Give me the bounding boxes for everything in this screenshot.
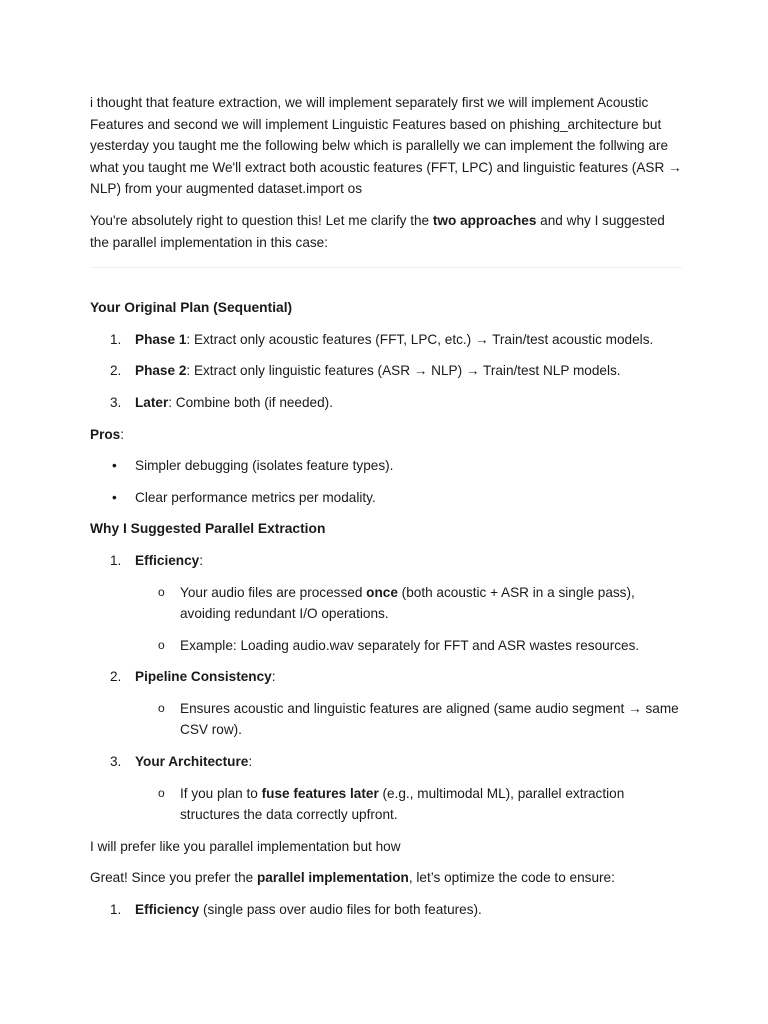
answer-bold-two-approaches: two approaches bbox=[432, 212, 537, 228]
pros-label-paragraph bbox=[90, 424, 682, 446]
list-number: 2. bbox=[110, 363, 122, 379]
list-item-colon: : bbox=[271, 669, 276, 685]
followup-text-prefix: Great! Since you prefer the bbox=[90, 870, 257, 886]
circle-bullet-icon: o bbox=[158, 700, 165, 715]
heading-parallel-extraction: Why I Suggested Parallel Extraction bbox=[90, 521, 326, 537]
list-item-bold: Phase 1 bbox=[135, 331, 187, 347]
sub-list bbox=[135, 698, 682, 741]
answer-text-suffix: and why I suggested the parallel implementation in this case: bbox=[90, 212, 665, 250]
list-item-text: : Combine both (if needed). bbox=[168, 394, 333, 410]
list-item-text: : Extract only acoustic features (FFT, LPC, etc.) → Train/test acoustic models. bbox=[186, 331, 654, 347]
sub-item-prefix: Example: Loading audio.wav separately for FFT and ASR wastes resources. bbox=[180, 637, 640, 653]
sub-list bbox=[135, 582, 682, 657]
sub-item-bold: fuse features later bbox=[261, 785, 379, 801]
list-item-bold: Efficiency bbox=[135, 902, 200, 918]
list-number: 3. bbox=[110, 394, 122, 410]
list-number: 1. bbox=[110, 902, 122, 918]
followup-bold-parallel: parallel implementation bbox=[257, 870, 409, 886]
list-number: 1. bbox=[110, 331, 122, 347]
list-item-bold: Later bbox=[135, 394, 169, 410]
sub-item-bold: once bbox=[366, 584, 398, 600]
list-item-text: Simpler debugging (isolates feature types). bbox=[135, 458, 394, 474]
user-question-paragraph: i thought that feature extraction, we will implement separately first we will implement Acoustic Features and second we will implement Linguistic Features based on phishing_architecture but yesterday you taught me the following belw which is parallelly we can implement the follwing are what you taught me We'll extract both acoustic features (FFT, LPC) and linguistic features (ASR → NLP) from your augmented dataset.import os bbox=[90, 95, 682, 197]
list-item-colon: : bbox=[199, 552, 203, 568]
list-number: 1. bbox=[110, 552, 122, 568]
list-item bbox=[90, 392, 682, 414]
sub-list-item bbox=[90, 783, 682, 826]
sub-list-item bbox=[90, 582, 682, 625]
original-plan-list bbox=[90, 329, 682, 414]
sub-item-suffix: (both acoustic + ASR in a single pass), avoiding redundant I/O operations. bbox=[180, 584, 635, 622]
user-followup-paragraph: I will prefer like you parallel implementation but how bbox=[90, 838, 401, 854]
answer-text-prefix: You're absolutely right to question this! Let me clarify the bbox=[90, 212, 433, 228]
chat-transcript bbox=[90, 92, 682, 931]
list-number: 3. bbox=[110, 754, 122, 770]
list-item bbox=[90, 666, 682, 741]
list-item bbox=[90, 550, 682, 656]
circle-bullet-icon: o bbox=[158, 584, 165, 599]
list-item bbox=[90, 899, 682, 921]
sub-list-item bbox=[90, 635, 682, 657]
list-number: 2. bbox=[110, 669, 122, 685]
circle-bullet-icon: o bbox=[158, 785, 165, 800]
list-item bbox=[90, 751, 682, 826]
list-item bbox=[90, 487, 682, 509]
assistant-followup-paragraph bbox=[90, 867, 682, 889]
bullet-icon: • bbox=[112, 458, 117, 474]
sub-item-prefix: If you plan to bbox=[180, 785, 262, 801]
sub-item-prefix: Your audio files are processed bbox=[180, 584, 367, 600]
bullet-icon: • bbox=[112, 489, 117, 505]
heading-original-plan: Your Original Plan (Sequential) bbox=[90, 300, 293, 316]
sub-list-item bbox=[90, 698, 682, 741]
circle-bullet-icon: o bbox=[158, 637, 165, 652]
list-item-text: (single pass over audio files for both features). bbox=[199, 902, 482, 918]
parallel-reasons-list bbox=[90, 550, 682, 826]
sub-item-suffix: (e.g., multimodal ML), parallel extraction structures the data correctly upfront. bbox=[180, 785, 625, 823]
list-item-text: Clear performance metrics per modality. bbox=[135, 489, 376, 505]
followup-text-suffix: , let’s optimize the code to ensure: bbox=[408, 870, 615, 886]
list-item bbox=[90, 329, 682, 351]
sub-list bbox=[135, 783, 682, 826]
pros-colon: : bbox=[120, 426, 125, 442]
pros-bullet-list bbox=[90, 455, 682, 508]
list-item-text: : Extract only linguistic features (ASR → NLP) → Train/test NLP models. bbox=[186, 363, 621, 379]
list-item-colon: : bbox=[248, 754, 253, 770]
sub-item-prefix: Ensures acoustic and linguistic features are aligned (same audio segment → same CSV row). bbox=[180, 700, 679, 738]
assistant-answer-paragraph bbox=[90, 210, 682, 253]
pros-label: Pros bbox=[90, 426, 121, 442]
horizontal-divider bbox=[90, 267, 682, 268]
list-item bbox=[90, 455, 682, 477]
list-item-bold: Phase 2 bbox=[135, 363, 187, 379]
list-item-bold: Efficiency bbox=[135, 552, 200, 568]
list-item-bold: Pipeline Consistency bbox=[135, 669, 272, 685]
list-item bbox=[90, 360, 682, 382]
final-goals-list bbox=[90, 899, 682, 921]
list-item-bold: Your Architecture bbox=[135, 754, 249, 770]
